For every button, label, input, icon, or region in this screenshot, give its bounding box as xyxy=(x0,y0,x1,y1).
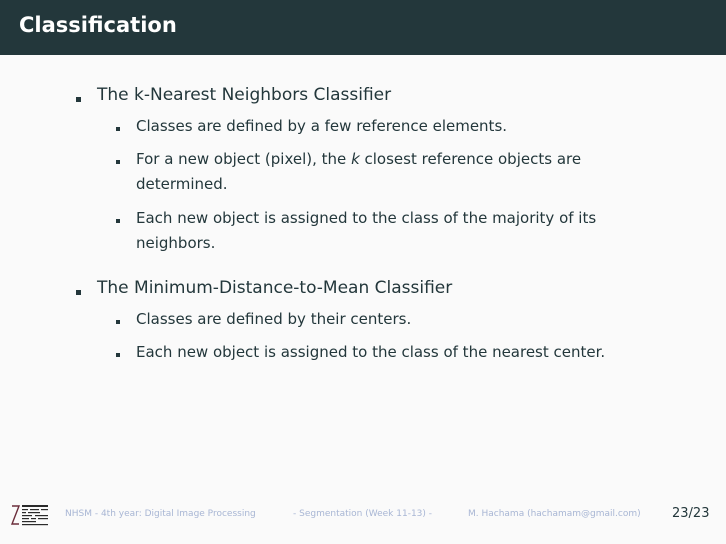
list-item-title: The k-Nearest Neighbors Classifier xyxy=(97,85,392,105)
footer-course: NHSM - 4th year: Digital Image Processing xyxy=(65,509,256,519)
list-item-text: closest reference objects are determined. xyxy=(136,150,582,193)
list-item: Each new object is assigned to the class of the majority of its neighbors. xyxy=(136,209,597,252)
page-number: 23/23 xyxy=(672,506,710,521)
bullet-icon xyxy=(116,160,120,164)
list-item-emphasis: k xyxy=(351,150,360,168)
list-item: Each new object is assigned to the class of the nearest center. xyxy=(136,343,606,361)
bullet-icon xyxy=(76,97,81,102)
slide-header xyxy=(0,0,726,55)
bullet-icon xyxy=(116,320,120,324)
list-item: Classes are defined by a few reference elements. xyxy=(136,117,508,135)
institution-logo-icon xyxy=(10,503,50,527)
list-item-title: The Minimum-Distance-to-Mean Classifier xyxy=(97,278,453,298)
footer-author: M. Hachama (hachamam@gmail.com) xyxy=(468,509,641,519)
footer-section: - Segmentation (Week 11-13) - xyxy=(293,509,433,519)
bullet-icon xyxy=(116,219,120,223)
bullet-icon xyxy=(116,353,120,357)
list-item xyxy=(136,147,616,197)
list-item-text: For a new object (pixel), the xyxy=(136,150,352,168)
bullet-icon xyxy=(116,127,120,131)
bullet-icon xyxy=(76,290,81,295)
slide-title: Classification xyxy=(19,13,177,37)
list-item: Classes are defined by their centers. xyxy=(136,310,412,328)
